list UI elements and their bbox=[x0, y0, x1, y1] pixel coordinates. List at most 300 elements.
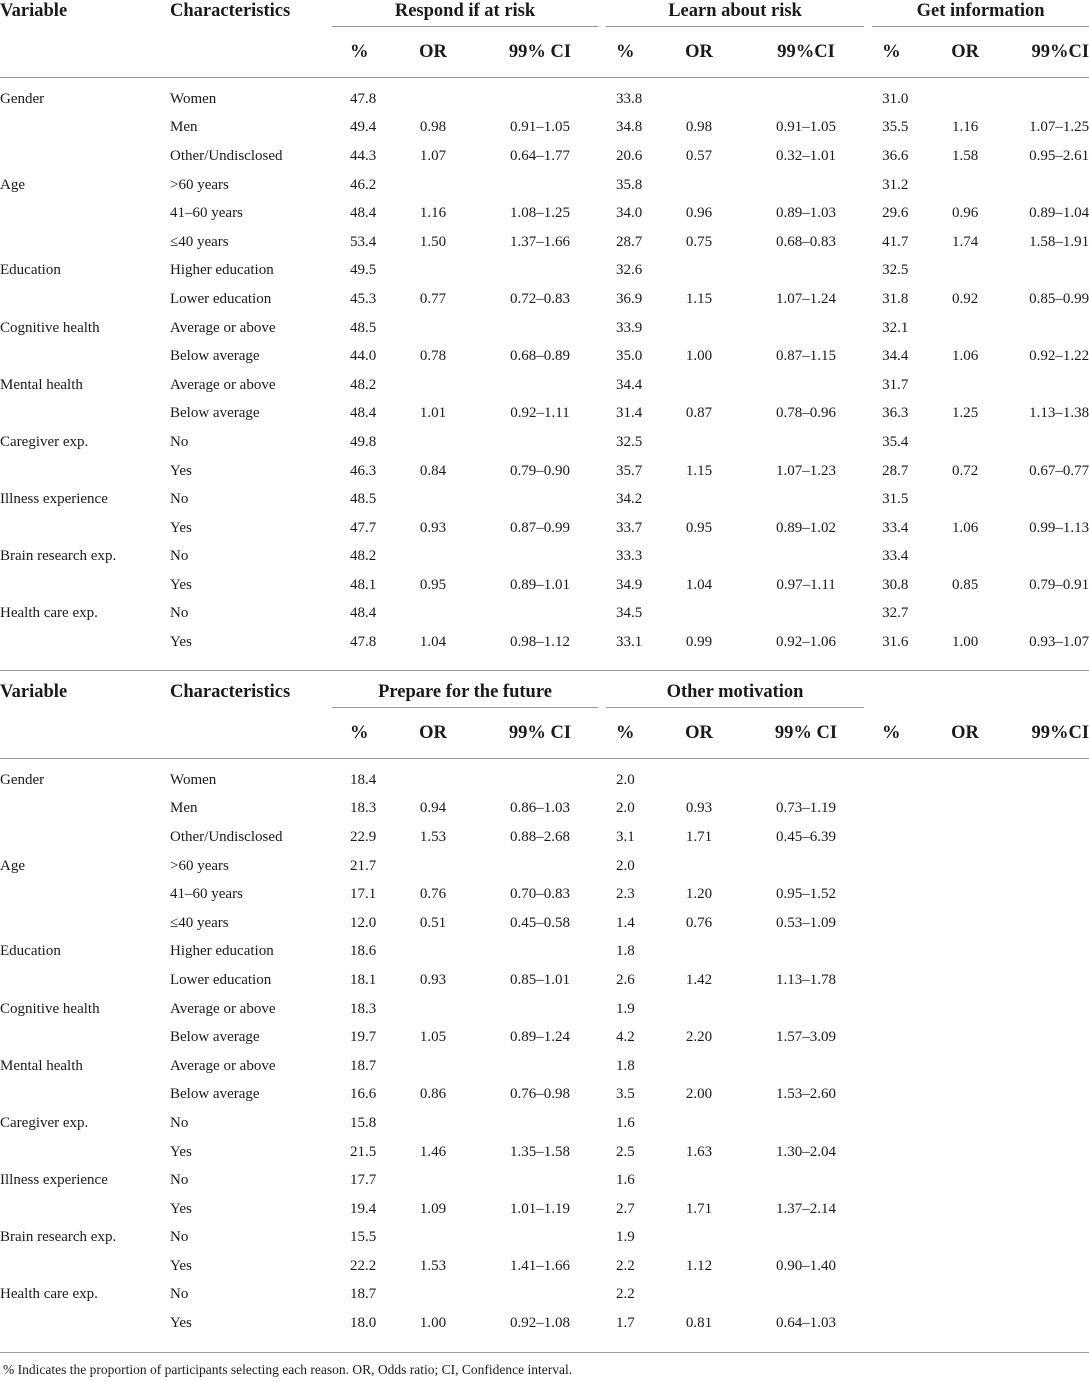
group-header: Respond if at risk bbox=[332, 0, 598, 27]
ci-cell: 0.95–2.61 bbox=[1029, 147, 1089, 164]
characteristic-cell: Yes bbox=[170, 1257, 192, 1274]
ci-cell: 0.79–0.91 bbox=[1029, 576, 1089, 593]
ci-cell: 1.07–1.23 bbox=[776, 462, 837, 479]
ci-cell: 0.73–1.19 bbox=[776, 800, 837, 817]
or-cell bbox=[650, 1166, 748, 1195]
characteristic-cell: Below average bbox=[170, 1029, 260, 1046]
percent-cell: 47.8 bbox=[350, 90, 377, 107]
table-row bbox=[0, 600, 1089, 629]
ci-cell bbox=[1014, 1081, 1089, 1110]
variable-cell: Mental health bbox=[0, 1057, 83, 1074]
ci-cell: 0.91–1.05 bbox=[776, 119, 837, 136]
table-row bbox=[0, 485, 1089, 514]
percent-cell: 44.3 bbox=[350, 147, 377, 164]
characteristic-cell: No bbox=[170, 1286, 189, 1303]
or-cell bbox=[650, 257, 748, 286]
table-row bbox=[0, 966, 1089, 995]
ci-cell bbox=[1014, 880, 1089, 909]
or-cell bbox=[384, 543, 482, 572]
table-row bbox=[0, 880, 1089, 909]
characteristic-cell: No bbox=[170, 1114, 189, 1131]
table-row bbox=[0, 1166, 1089, 1195]
variable-cell: Illness experience bbox=[0, 491, 108, 508]
variable-cell bbox=[0, 966, 170, 995]
characteristic-cell: Yes bbox=[170, 462, 192, 479]
percent-cell bbox=[864, 1166, 916, 1195]
ci-cell bbox=[482, 428, 598, 457]
or-cell: 1.05 bbox=[419, 1029, 447, 1046]
ci-cell: 0.92–1.22 bbox=[1029, 348, 1089, 365]
group-header-empty bbox=[864, 681, 1089, 708]
percent-cell: 34.2 bbox=[616, 491, 643, 508]
or-cell bbox=[916, 938, 1014, 967]
percent-cell bbox=[864, 1109, 916, 1138]
or-cell bbox=[916, 852, 1014, 881]
ci-cell bbox=[748, 1224, 864, 1253]
or-cell bbox=[916, 823, 1014, 852]
percent-cell: 29.6 bbox=[882, 205, 909, 222]
or-cell: 0.96 bbox=[685, 205, 713, 222]
or-cell: 0.57 bbox=[685, 147, 713, 164]
percent-cell: 35.4 bbox=[882, 433, 909, 450]
table-row bbox=[0, 114, 1089, 143]
percent-cell: 22.2 bbox=[350, 1257, 377, 1274]
ci-cell bbox=[482, 257, 598, 286]
percent-cell: 2.2 bbox=[616, 1257, 635, 1274]
or-cell: 1.58 bbox=[951, 147, 979, 164]
ci-cell: 0.89–1.03 bbox=[776, 205, 837, 222]
ci-cell: 0.99–1.13 bbox=[1029, 519, 1089, 536]
characteristic-cell: ≤40 years bbox=[170, 914, 229, 931]
or-cell: 1.53 bbox=[419, 828, 447, 845]
percent-cell: 48.2 bbox=[350, 376, 377, 393]
ci-cell bbox=[748, 371, 864, 400]
ci-cell: 0.98–1.12 bbox=[510, 634, 571, 651]
group-header: Other motivation bbox=[598, 681, 864, 708]
percent-cell bbox=[864, 1138, 916, 1167]
table-row bbox=[0, 514, 1089, 543]
table-row bbox=[0, 1109, 1089, 1138]
table-row bbox=[0, 543, 1089, 572]
or-cell bbox=[916, 171, 1014, 200]
percent-cell: 31.5 bbox=[882, 491, 909, 508]
table-row bbox=[0, 909, 1089, 938]
characteristic-cell: Below average bbox=[170, 1086, 260, 1103]
table-row bbox=[0, 428, 1089, 457]
or-cell: 0.93 bbox=[419, 519, 447, 536]
percent-cell bbox=[864, 795, 916, 824]
characteristic-cell: Below average bbox=[170, 348, 260, 365]
ci-cell bbox=[482, 600, 598, 629]
or-cell: 1.06 bbox=[951, 519, 979, 536]
variable-cell bbox=[0, 795, 170, 824]
or-cell bbox=[916, 1081, 1014, 1110]
ci-cell: 1.53–2.60 bbox=[776, 1086, 837, 1103]
or-cell: 0.84 bbox=[419, 462, 447, 479]
or-cell bbox=[650, 85, 748, 114]
variable-cell: Health care exp. bbox=[0, 1286, 98, 1303]
percent-cell bbox=[864, 966, 916, 995]
characteristic-cell: No bbox=[170, 1229, 189, 1246]
variable-cell: Cognitive health bbox=[0, 319, 100, 336]
table-row bbox=[0, 823, 1089, 852]
ci-cell: 0.92–1.06 bbox=[776, 634, 837, 651]
characteristic-cell: Other/Undisclosed bbox=[170, 828, 283, 845]
or-cell bbox=[916, 543, 1014, 572]
variable-cell bbox=[0, 1138, 170, 1167]
variable-cell: Caregiver exp. bbox=[0, 433, 89, 450]
or-cell bbox=[650, 1052, 748, 1081]
variable-cell: Brain research exp. bbox=[0, 1229, 117, 1246]
variable-cell: Health care exp. bbox=[0, 605, 98, 622]
ci-cell: 0.68–0.89 bbox=[510, 348, 571, 365]
table-row bbox=[0, 1023, 1089, 1052]
percent-cell: 45.3 bbox=[350, 290, 377, 307]
percent-cell: 46.2 bbox=[350, 176, 377, 193]
header-characteristics: Characteristics bbox=[170, 682, 291, 702]
ci-cell bbox=[1014, 1224, 1089, 1253]
ci-cell: 0.70–0.83 bbox=[510, 886, 570, 903]
percent-cell: 2.0 bbox=[616, 800, 635, 817]
subheader-ci: 99%CI bbox=[748, 27, 864, 78]
table-row bbox=[0, 938, 1089, 967]
percent-cell: 31.8 bbox=[882, 290, 909, 307]
results-table-bottom bbox=[0, 681, 1089, 1338]
or-cell: 0.98 bbox=[419, 119, 447, 136]
ci-cell bbox=[1014, 171, 1089, 200]
or-cell bbox=[384, 1052, 482, 1081]
or-cell bbox=[916, 85, 1014, 114]
or-cell bbox=[916, 1023, 1014, 1052]
ci-cell bbox=[1014, 1023, 1089, 1052]
variable-cell bbox=[0, 1023, 170, 1052]
or-cell bbox=[916, 1109, 1014, 1138]
characteristic-cell: Average or above bbox=[170, 319, 276, 336]
ci-cell: 0.85–0.99 bbox=[1029, 290, 1089, 307]
ci-cell: 0.76–0.98 bbox=[510, 1086, 570, 1103]
ci-cell: 0.89–1.04 bbox=[1029, 205, 1089, 222]
percent-cell: 32.6 bbox=[616, 262, 643, 279]
ci-cell bbox=[1014, 966, 1089, 995]
variable-cell: Age bbox=[0, 857, 25, 874]
or-cell bbox=[650, 938, 748, 967]
percent-cell bbox=[864, 766, 916, 795]
or-cell: 1.09 bbox=[419, 1200, 447, 1217]
ci-cell bbox=[748, 85, 864, 114]
or-cell bbox=[916, 966, 1014, 995]
ci-cell bbox=[1014, 314, 1089, 343]
percent-cell: 49.5 bbox=[350, 262, 377, 279]
or-cell: 0.76 bbox=[685, 914, 713, 931]
percent-cell: 34.5 bbox=[616, 605, 643, 622]
or-cell bbox=[384, 1166, 482, 1195]
ci-cell: 0.72–0.83 bbox=[510, 290, 571, 307]
percent-cell: 34.8 bbox=[616, 119, 643, 136]
or-cell bbox=[650, 1224, 748, 1253]
ci-cell: 1.37–1.66 bbox=[510, 233, 571, 250]
subheader-or: OR bbox=[650, 27, 748, 78]
ci-cell: 0.92–1.08 bbox=[510, 1315, 570, 1332]
ci-cell bbox=[482, 543, 598, 572]
percent-cell: 15.5 bbox=[350, 1229, 377, 1246]
percent-cell bbox=[864, 909, 916, 938]
ci-cell bbox=[482, 171, 598, 200]
or-cell: 0.93 bbox=[419, 971, 447, 988]
variable-cell bbox=[0, 1252, 170, 1281]
table-row bbox=[0, 852, 1089, 881]
percent-cell: 17.7 bbox=[350, 1172, 377, 1189]
percent-cell: 2.0 bbox=[616, 771, 635, 788]
or-cell: 1.46 bbox=[419, 1143, 447, 1160]
percent-cell: 32.5 bbox=[616, 433, 643, 450]
or-cell: 1.74 bbox=[951, 233, 979, 250]
or-cell bbox=[916, 795, 1014, 824]
percent-cell bbox=[864, 1023, 916, 1052]
percent-cell: 16.6 bbox=[350, 1086, 377, 1103]
or-cell: 0.87 bbox=[685, 405, 713, 422]
characteristic-cell: Yes bbox=[170, 576, 192, 593]
percent-cell: 35.0 bbox=[616, 348, 643, 365]
or-cell bbox=[916, 1138, 1014, 1167]
variable-cell bbox=[0, 1309, 170, 1338]
characteristic-cell: Average or above bbox=[170, 376, 276, 393]
ci-cell: 1.07–1.25 bbox=[1029, 119, 1089, 136]
or-cell bbox=[916, 1252, 1014, 1281]
variable-cell bbox=[0, 114, 170, 143]
percent-cell: 18.4 bbox=[350, 771, 377, 788]
percent-cell: 53.4 bbox=[350, 233, 377, 250]
or-cell: 0.76 bbox=[419, 886, 447, 903]
percent-cell: 34.0 bbox=[616, 205, 643, 222]
ci-cell: 0.95–1.52 bbox=[776, 886, 837, 903]
group-header-row bbox=[0, 681, 1089, 708]
table-row bbox=[0, 85, 1089, 114]
characteristic-cell: No bbox=[170, 548, 189, 565]
or-cell: 0.95 bbox=[419, 576, 447, 593]
ci-cell: 0.85–1.01 bbox=[510, 971, 570, 988]
ci-cell: 1.35–1.58 bbox=[510, 1143, 570, 1160]
percent-cell bbox=[864, 1252, 916, 1281]
ci-cell bbox=[748, 543, 864, 572]
percent-cell: 33.9 bbox=[616, 319, 643, 336]
percent-cell bbox=[864, 938, 916, 967]
ci-cell bbox=[1014, 766, 1089, 795]
percent-cell: 18.6 bbox=[350, 943, 377, 960]
percent-cell: 2.6 bbox=[616, 971, 635, 988]
characteristic-cell: 41–60 years bbox=[170, 205, 243, 222]
percent-cell: 28.7 bbox=[882, 462, 909, 479]
percent-cell: 31.2 bbox=[882, 176, 909, 193]
or-cell: 0.94 bbox=[419, 800, 447, 817]
ci-cell: 1.08–1.25 bbox=[510, 205, 571, 222]
percent-cell: 35.5 bbox=[882, 119, 909, 136]
or-cell: 0.78 bbox=[419, 348, 447, 365]
ci-cell bbox=[748, 938, 864, 967]
table-row bbox=[0, 371, 1089, 400]
subheader-ci: 99% CI bbox=[482, 708, 598, 759]
percent-cell bbox=[864, 823, 916, 852]
percent-cell: 33.7 bbox=[616, 519, 643, 536]
characteristic-cell: Yes bbox=[170, 1143, 192, 1160]
or-cell bbox=[384, 600, 482, 629]
characteristic-cell: Higher education bbox=[170, 943, 274, 960]
ci-cell bbox=[1014, 795, 1089, 824]
or-cell bbox=[650, 314, 748, 343]
subheader-or: OR bbox=[916, 27, 1014, 78]
percent-cell: 48.2 bbox=[350, 548, 377, 565]
ci-cell bbox=[748, 485, 864, 514]
percent-cell bbox=[864, 1281, 916, 1310]
percent-cell: 1.9 bbox=[616, 1000, 635, 1017]
percent-cell: 18.0 bbox=[350, 1315, 377, 1332]
ci-cell bbox=[748, 766, 864, 795]
table-row bbox=[0, 285, 1089, 314]
ci-cell bbox=[1014, 938, 1089, 967]
or-cell bbox=[916, 485, 1014, 514]
or-cell: 0.77 bbox=[419, 290, 447, 307]
table-body-bottom bbox=[0, 766, 1089, 1338]
characteristic-cell: Yes bbox=[170, 634, 192, 651]
header-variable: Variable bbox=[0, 682, 68, 702]
variable-cell bbox=[0, 285, 170, 314]
characteristic-cell: Women bbox=[170, 90, 217, 107]
ci-cell bbox=[748, 428, 864, 457]
percent-cell: 35.7 bbox=[616, 462, 643, 479]
percent-cell: 17.1 bbox=[350, 886, 377, 903]
ci-cell bbox=[748, 1281, 864, 1310]
table-row bbox=[0, 766, 1089, 795]
ci-cell bbox=[1014, 85, 1089, 114]
subheader-or: OR bbox=[916, 708, 1014, 759]
table-row bbox=[0, 1138, 1089, 1167]
ci-cell: 0.64–1.77 bbox=[510, 147, 571, 164]
or-cell: 0.95 bbox=[685, 519, 713, 536]
percent-cell: 49.4 bbox=[350, 119, 377, 136]
percent-cell: 2.5 bbox=[616, 1143, 635, 1160]
percent-cell: 36.6 bbox=[882, 147, 909, 164]
ci-cell: 0.89–1.24 bbox=[510, 1029, 570, 1046]
or-cell: 1.71 bbox=[685, 1200, 713, 1217]
percent-cell: 49.8 bbox=[350, 433, 377, 450]
variable-cell bbox=[0, 228, 170, 257]
variable-cell bbox=[0, 880, 170, 909]
or-cell bbox=[650, 428, 748, 457]
ci-cell: 0.92–1.11 bbox=[510, 405, 570, 422]
percent-cell bbox=[864, 880, 916, 909]
ci-cell: 1.13–1.78 bbox=[776, 971, 837, 988]
variable-cell bbox=[0, 909, 170, 938]
ci-cell bbox=[1014, 371, 1089, 400]
table-row bbox=[0, 257, 1089, 286]
table-row bbox=[0, 571, 1089, 600]
table-row bbox=[0, 1309, 1089, 1338]
variable-cell bbox=[0, 199, 170, 228]
or-cell: 1.53 bbox=[419, 1257, 447, 1274]
percent-cell: 30.8 bbox=[882, 576, 909, 593]
variable-cell bbox=[0, 1081, 170, 1110]
subheader-ci: 99%CI bbox=[1014, 708, 1089, 759]
ci-cell bbox=[482, 314, 598, 343]
percent-cell: 21.7 bbox=[350, 857, 377, 874]
ci-cell bbox=[482, 938, 598, 967]
variable-cell bbox=[0, 457, 170, 486]
ci-cell bbox=[1014, 428, 1089, 457]
or-cell: 1.50 bbox=[419, 233, 447, 250]
percent-cell: 33.8 bbox=[616, 90, 643, 107]
ci-cell: 0.68–0.83 bbox=[776, 233, 837, 250]
characteristic-cell: Men bbox=[170, 800, 198, 817]
percent-cell: 31.0 bbox=[882, 90, 909, 107]
or-cell: 1.15 bbox=[685, 462, 713, 479]
variable-cell: Cognitive health bbox=[0, 1000, 100, 1017]
subheader-percent: % bbox=[864, 708, 916, 759]
ci-cell bbox=[482, 371, 598, 400]
percent-cell: 1.7 bbox=[616, 1315, 635, 1332]
percent-cell: 46.3 bbox=[350, 462, 377, 479]
or-cell: 1.71 bbox=[685, 828, 713, 845]
ci-cell bbox=[1014, 600, 1089, 629]
variable-cell bbox=[0, 400, 170, 429]
percent-cell: 36.9 bbox=[616, 290, 643, 307]
or-cell: 0.96 bbox=[951, 205, 979, 222]
percent-cell: 31.7 bbox=[882, 376, 909, 393]
percent-cell: 41.7 bbox=[882, 233, 909, 250]
percent-cell: 18.7 bbox=[350, 1057, 377, 1074]
or-cell: 1.20 bbox=[685, 886, 713, 903]
or-cell bbox=[650, 543, 748, 572]
subheader-ci: 99%CI bbox=[1014, 27, 1089, 78]
or-cell bbox=[650, 1281, 748, 1310]
characteristic-cell: Average or above bbox=[170, 1000, 276, 1017]
or-cell bbox=[650, 171, 748, 200]
or-cell bbox=[650, 600, 748, 629]
ci-cell bbox=[748, 1052, 864, 1081]
or-cell: 1.63 bbox=[685, 1143, 713, 1160]
or-cell bbox=[916, 995, 1014, 1024]
or-cell: 0.92 bbox=[951, 290, 979, 307]
or-cell: 1.42 bbox=[685, 971, 713, 988]
table-row bbox=[0, 314, 1089, 343]
subheader-percent: % bbox=[598, 708, 650, 759]
subheader-percent: % bbox=[332, 708, 384, 759]
percent-cell: 18.3 bbox=[350, 800, 377, 817]
percent-cell: 4.2 bbox=[616, 1029, 635, 1046]
ci-cell bbox=[1014, 257, 1089, 286]
percent-cell: 1.6 bbox=[616, 1172, 635, 1189]
or-cell bbox=[916, 766, 1014, 795]
percent-cell: 47.7 bbox=[350, 519, 377, 536]
variable-cell: Brain research exp. bbox=[0, 548, 117, 565]
percent-cell: 47.8 bbox=[350, 634, 377, 651]
percent-cell: 1.4 bbox=[616, 914, 635, 931]
or-cell bbox=[384, 1109, 482, 1138]
percent-cell: 31.4 bbox=[616, 405, 643, 422]
table-bottom-rule bbox=[0, 1352, 1089, 1353]
percent-cell bbox=[864, 1081, 916, 1110]
or-cell bbox=[916, 257, 1014, 286]
percent-cell: 48.4 bbox=[350, 205, 377, 222]
group-header-row bbox=[0, 0, 1089, 27]
ci-cell: 0.87–1.15 bbox=[776, 348, 837, 365]
ci-cell bbox=[482, 1166, 598, 1195]
ci-cell: 1.41–1.66 bbox=[510, 1257, 570, 1274]
percent-cell: 2.2 bbox=[616, 1286, 635, 1303]
or-cell bbox=[916, 1166, 1014, 1195]
table-row bbox=[0, 1195, 1089, 1224]
ci-cell bbox=[748, 257, 864, 286]
or-cell: 0.86 bbox=[419, 1086, 447, 1103]
or-cell bbox=[916, 1281, 1014, 1310]
